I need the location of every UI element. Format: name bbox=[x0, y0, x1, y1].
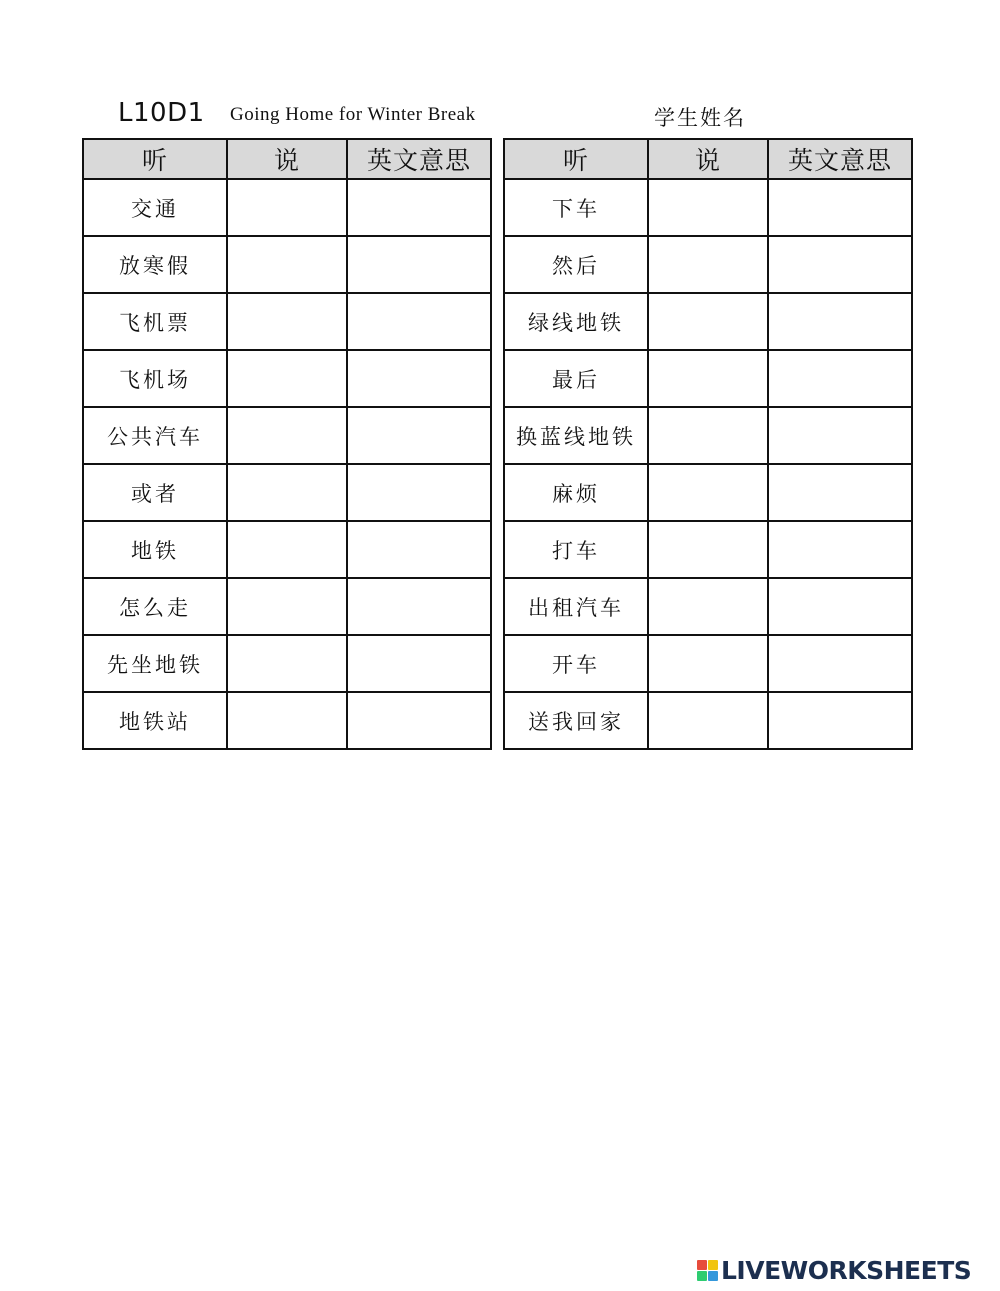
table-row bbox=[504, 293, 912, 350]
speak-cell[interactable] bbox=[648, 350, 768, 407]
english-meaning-cell[interactable] bbox=[768, 179, 912, 236]
logo-block-blue bbox=[708, 1271, 718, 1281]
listen-word[interactable]: 换蓝线地铁 bbox=[504, 407, 648, 464]
speak-cell[interactable] bbox=[227, 578, 347, 635]
header-listen: 听 bbox=[83, 139, 227, 179]
table-header-row bbox=[504, 139, 912, 179]
listen-word[interactable]: 地铁 bbox=[83, 521, 227, 578]
english-meaning-cell[interactable] bbox=[768, 293, 912, 350]
listen-word[interactable]: 交通 bbox=[83, 179, 227, 236]
table-row bbox=[83, 578, 491, 635]
speak-cell[interactable] bbox=[648, 464, 768, 521]
english-meaning-cell[interactable] bbox=[768, 692, 912, 749]
english-meaning-cell[interactable] bbox=[768, 635, 912, 692]
speak-cell[interactable] bbox=[227, 179, 347, 236]
table-row bbox=[83, 350, 491, 407]
english-meaning-cell[interactable] bbox=[347, 236, 491, 293]
listen-word[interactable]: 麻烦 bbox=[504, 464, 648, 521]
table-row bbox=[83, 293, 491, 350]
lesson-code: L10D1 bbox=[118, 98, 205, 128]
vocab-table-left bbox=[82, 138, 492, 750]
speak-cell[interactable] bbox=[648, 236, 768, 293]
listen-word[interactable]: 放寒假 bbox=[83, 236, 227, 293]
table-row bbox=[504, 179, 912, 236]
listen-word[interactable]: 地铁站 bbox=[83, 692, 227, 749]
logo-text: LIVEWORKSHEETS bbox=[721, 1255, 972, 1285]
speak-cell[interactable] bbox=[648, 179, 768, 236]
english-meaning-cell[interactable] bbox=[768, 236, 912, 293]
listen-word[interactable]: 怎么走 bbox=[83, 578, 227, 635]
speak-cell[interactable] bbox=[648, 692, 768, 749]
vocab-table-right bbox=[503, 138, 913, 750]
listen-word[interactable]: 出租汽车 bbox=[504, 578, 648, 635]
table-row bbox=[83, 407, 491, 464]
listen-word[interactable]: 飞机票 bbox=[83, 293, 227, 350]
liveworksheets-logo bbox=[697, 1255, 971, 1285]
speak-cell[interactable] bbox=[227, 236, 347, 293]
listen-word[interactable]: 绿线地铁 bbox=[504, 293, 648, 350]
listen-word[interactable]: 打车 bbox=[504, 521, 648, 578]
table-row bbox=[504, 236, 912, 293]
english-meaning-cell[interactable] bbox=[768, 407, 912, 464]
listen-word[interactable]: 下车 bbox=[504, 179, 648, 236]
table-row bbox=[504, 692, 912, 749]
english-meaning-cell[interactable] bbox=[347, 464, 491, 521]
speak-cell[interactable] bbox=[227, 293, 347, 350]
table-row bbox=[83, 464, 491, 521]
listen-word[interactable]: 或者 bbox=[83, 464, 227, 521]
header-speak: 说 bbox=[648, 139, 768, 179]
english-meaning-cell[interactable] bbox=[347, 521, 491, 578]
worksheet-header bbox=[0, 96, 1000, 136]
logo-block-yellow bbox=[708, 1260, 718, 1270]
header-speak: 说 bbox=[227, 139, 347, 179]
header-english-meaning: 英文意思 bbox=[768, 139, 912, 179]
table-row bbox=[83, 179, 491, 236]
english-meaning-cell[interactable] bbox=[768, 578, 912, 635]
english-meaning-cell[interactable] bbox=[768, 350, 912, 407]
table-row bbox=[504, 407, 912, 464]
english-meaning-cell[interactable] bbox=[768, 521, 912, 578]
english-meaning-cell[interactable] bbox=[347, 578, 491, 635]
speak-cell[interactable] bbox=[227, 407, 347, 464]
liveworksheets-logo-icon bbox=[697, 1260, 718, 1281]
header-english-meaning: 英文意思 bbox=[347, 139, 491, 179]
lesson-title: Going Home for Winter Break bbox=[230, 104, 476, 125]
table-row bbox=[504, 350, 912, 407]
listen-word[interactable]: 开车 bbox=[504, 635, 648, 692]
table-row bbox=[504, 635, 912, 692]
speak-cell[interactable] bbox=[648, 635, 768, 692]
speak-cell[interactable] bbox=[227, 635, 347, 692]
listen-word[interactable]: 飞机场 bbox=[83, 350, 227, 407]
table-row bbox=[83, 635, 491, 692]
speak-cell[interactable] bbox=[227, 464, 347, 521]
listen-word[interactable]: 然后 bbox=[504, 236, 648, 293]
english-meaning-cell[interactable] bbox=[347, 179, 491, 236]
listen-word[interactable]: 送我回家 bbox=[504, 692, 648, 749]
speak-cell[interactable] bbox=[227, 692, 347, 749]
speak-cell[interactable] bbox=[648, 578, 768, 635]
student-name-label: 学生姓名 bbox=[654, 106, 746, 130]
table-row bbox=[83, 521, 491, 578]
table-row bbox=[504, 521, 912, 578]
speak-cell[interactable] bbox=[227, 521, 347, 578]
listen-word[interactable]: 先坐地铁 bbox=[83, 635, 227, 692]
table-header-row bbox=[83, 139, 491, 179]
table-row bbox=[83, 236, 491, 293]
header-listen: 听 bbox=[504, 139, 648, 179]
listen-word[interactable]: 公共汽车 bbox=[83, 407, 227, 464]
speak-cell[interactable] bbox=[648, 293, 768, 350]
speak-cell[interactable] bbox=[648, 521, 768, 578]
english-meaning-cell[interactable] bbox=[347, 692, 491, 749]
english-meaning-cell[interactable] bbox=[347, 407, 491, 464]
table-row bbox=[504, 578, 912, 635]
table-row bbox=[83, 692, 491, 749]
english-meaning-cell[interactable] bbox=[347, 350, 491, 407]
logo-block-red bbox=[697, 1260, 707, 1270]
logo-block-green bbox=[697, 1271, 707, 1281]
english-meaning-cell[interactable] bbox=[347, 635, 491, 692]
listen-word[interactable]: 最后 bbox=[504, 350, 648, 407]
speak-cell[interactable] bbox=[227, 350, 347, 407]
english-meaning-cell[interactable] bbox=[768, 464, 912, 521]
speak-cell[interactable] bbox=[648, 407, 768, 464]
table-row bbox=[504, 464, 912, 521]
english-meaning-cell[interactable] bbox=[347, 293, 491, 350]
